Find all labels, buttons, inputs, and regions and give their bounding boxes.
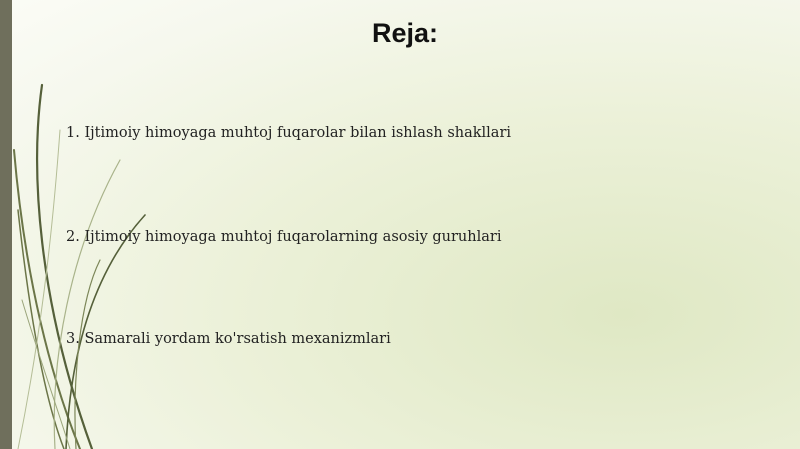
plan-item-2: 2. Ijtimoiy himoyaga muhtoj fuqarolarning asosiy guruhlari [66, 229, 502, 245]
plan-item-1: 1. Ijtimoiy himoyaga muhtoj fuqarolar bilan ishlash shakllari [66, 125, 512, 141]
slide-title: Reja: [371, 18, 439, 48]
grass-decoration [0, 0, 220, 449]
plan-item-3: 3. Samarali yordam ko'rsatish mexanizmlari [66, 331, 391, 347]
